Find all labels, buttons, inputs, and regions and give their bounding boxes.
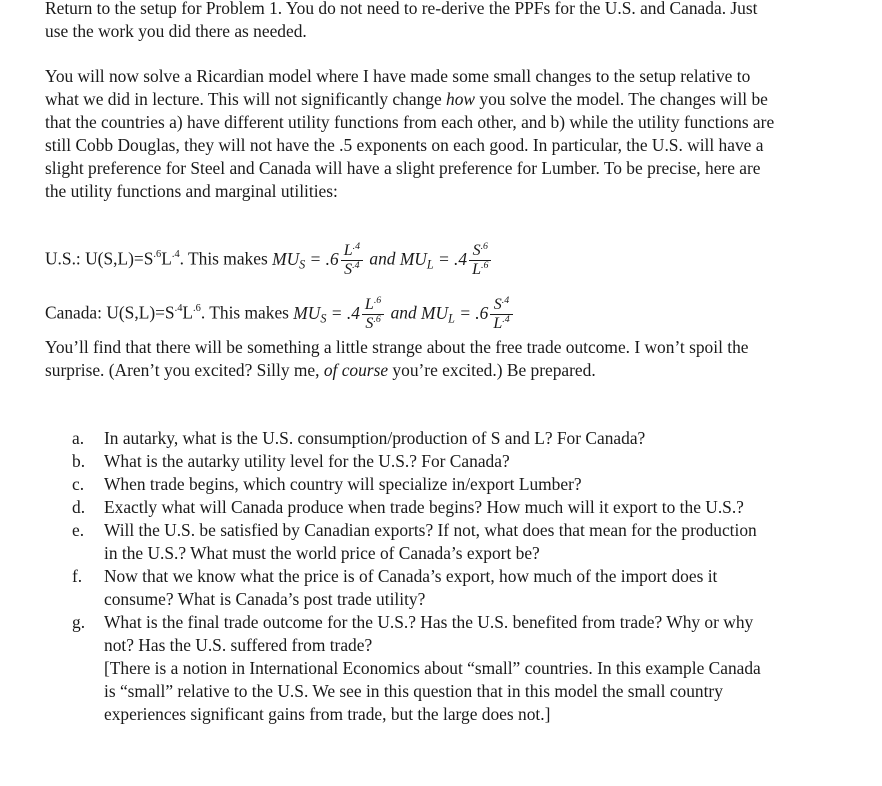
- surprise-paragraph: [45, 336, 775, 382]
- canada-mus-fraction: $\frac{L^{.6}}{S^{.6}}$: [362, 296, 384, 333]
- setup-text-end: you solve the model. The changes will be that the countries a) have different utility functions from each other, and b) while the utility functions are still Cobb Douglas, they will not have the .5 exponents on each good. In particular, the U.S. will have a slight preference for Steel and Canada will have a slight preference for Lumber. To be precise, here are the utility functions and marginal utilities:: [45, 89, 775, 201]
- canada-utility-label: Canada: U(S,L)=S: [45, 302, 175, 323]
- us-utility-mid: L: [161, 248, 172, 269]
- canada-mus-equation: $MU_S = .4$: [293, 302, 360, 326]
- canada-utility-line: [45, 296, 515, 333]
- setup-paragraph: [45, 65, 775, 203]
- surprise-text-end: you’re excited.) Be prepared.: [388, 360, 596, 380]
- small-country-note: [There is a notion in International Economics about “small” countries. In this example Canada is “small” relative to the U.S. We see in this question that in this model the small country experiences significant gains from trade, but the large does not.]: [104, 658, 761, 724]
- canada-exp-l: .6: [193, 303, 201, 315]
- question-text: What is the autarky utility level for the U.S.? For Canada?: [104, 451, 510, 471]
- question-text: In autarky, what is the U.S. consumption/production of S and L? For Canada?: [104, 428, 646, 448]
- us-mus-fraction: $\frac{L^{.4}}{S^{.4}}$: [341, 242, 363, 279]
- setup-emphasis-how: how: [446, 89, 476, 109]
- question-text: When trade begins, which country will specialize in/export Lumber?: [104, 474, 582, 494]
- canada-mul-equation: $MU_L = .6$: [421, 302, 489, 326]
- intro-paragraph: Return to the setup for Problem 1. You do not need to re-derive the PPFs for the U.S. and Canada. Just use the work you did there as needed.: [45, 0, 758, 41]
- canada-mul-fraction: $\frac{S^{.4}}{L^{.4}}$: [490, 296, 512, 333]
- setup-text-start: You will now solve a Ricardian model where I have made some small changes to the setup relative to what we did in lecture. This will not significantly change: [45, 66, 751, 109]
- question-list: [72, 427, 772, 726]
- question-item: [72, 427, 772, 450]
- canada-exp-s: .4: [174, 303, 183, 315]
- us-and: and: [365, 248, 400, 269]
- question-item: [72, 450, 772, 473]
- question-label: g.: [72, 612, 86, 632]
- us-exp-s: .6: [153, 249, 162, 261]
- question-text: Exactly what will Canada produce when trade begins? How much will it export to the U.S.?: [104, 497, 744, 517]
- us-utility-label: U.S.: U(S,L)=S: [45, 248, 154, 269]
- us-mus-equation: $MU_S = .6$: [272, 248, 339, 272]
- question-label: d.: [72, 497, 86, 517]
- question-text: What is the final trade outcome for the U.S.? Has the U.S. benefited from trade? Why or why not? Has the U.S. suffered from trade?: [104, 612, 754, 655]
- question-item: [72, 473, 772, 496]
- question-item: [72, 519, 772, 565]
- surprise-text-start: You’ll find that there will be something a little strange about the free trade outcome. I won’t spoil the surprise. (Aren’t you excited? Silly me,: [45, 337, 749, 380]
- question-label: f.: [72, 566, 83, 586]
- us-mul-equation: $MU_L = .4$: [399, 248, 468, 272]
- question-label: a.: [72, 428, 85, 448]
- us-utility-line: [45, 242, 493, 279]
- question-label: c.: [72, 474, 85, 494]
- question-text: Will the U.S. be satisfied by Canadian exports? If not, what does that mean for the production in the U.S.? What must the world price of Canada’s export be?: [104, 520, 757, 563]
- question-text: Now that we know what the price is of Canada’s export, how much of the import does it consume? What is Canada’s post trade utility?: [104, 566, 718, 609]
- canada-utility-mid: L: [182, 302, 194, 323]
- surprise-emphasis: of course: [323, 360, 389, 380]
- us-utility-tail: . This makes: [179, 248, 273, 269]
- question-label: e.: [72, 520, 85, 540]
- question-item: [72, 496, 772, 519]
- question-item: [72, 565, 772, 611]
- question-item: [72, 611, 772, 726]
- canada-utility-tail: . This makes: [200, 302, 294, 323]
- question-label: b.: [72, 451, 86, 471]
- us-exp-l: .4: [171, 249, 180, 261]
- us-mul-fraction: $\frac{S^{.6}}{L^{.6}}$: [469, 242, 491, 279]
- canada-and: and: [386, 302, 422, 323]
